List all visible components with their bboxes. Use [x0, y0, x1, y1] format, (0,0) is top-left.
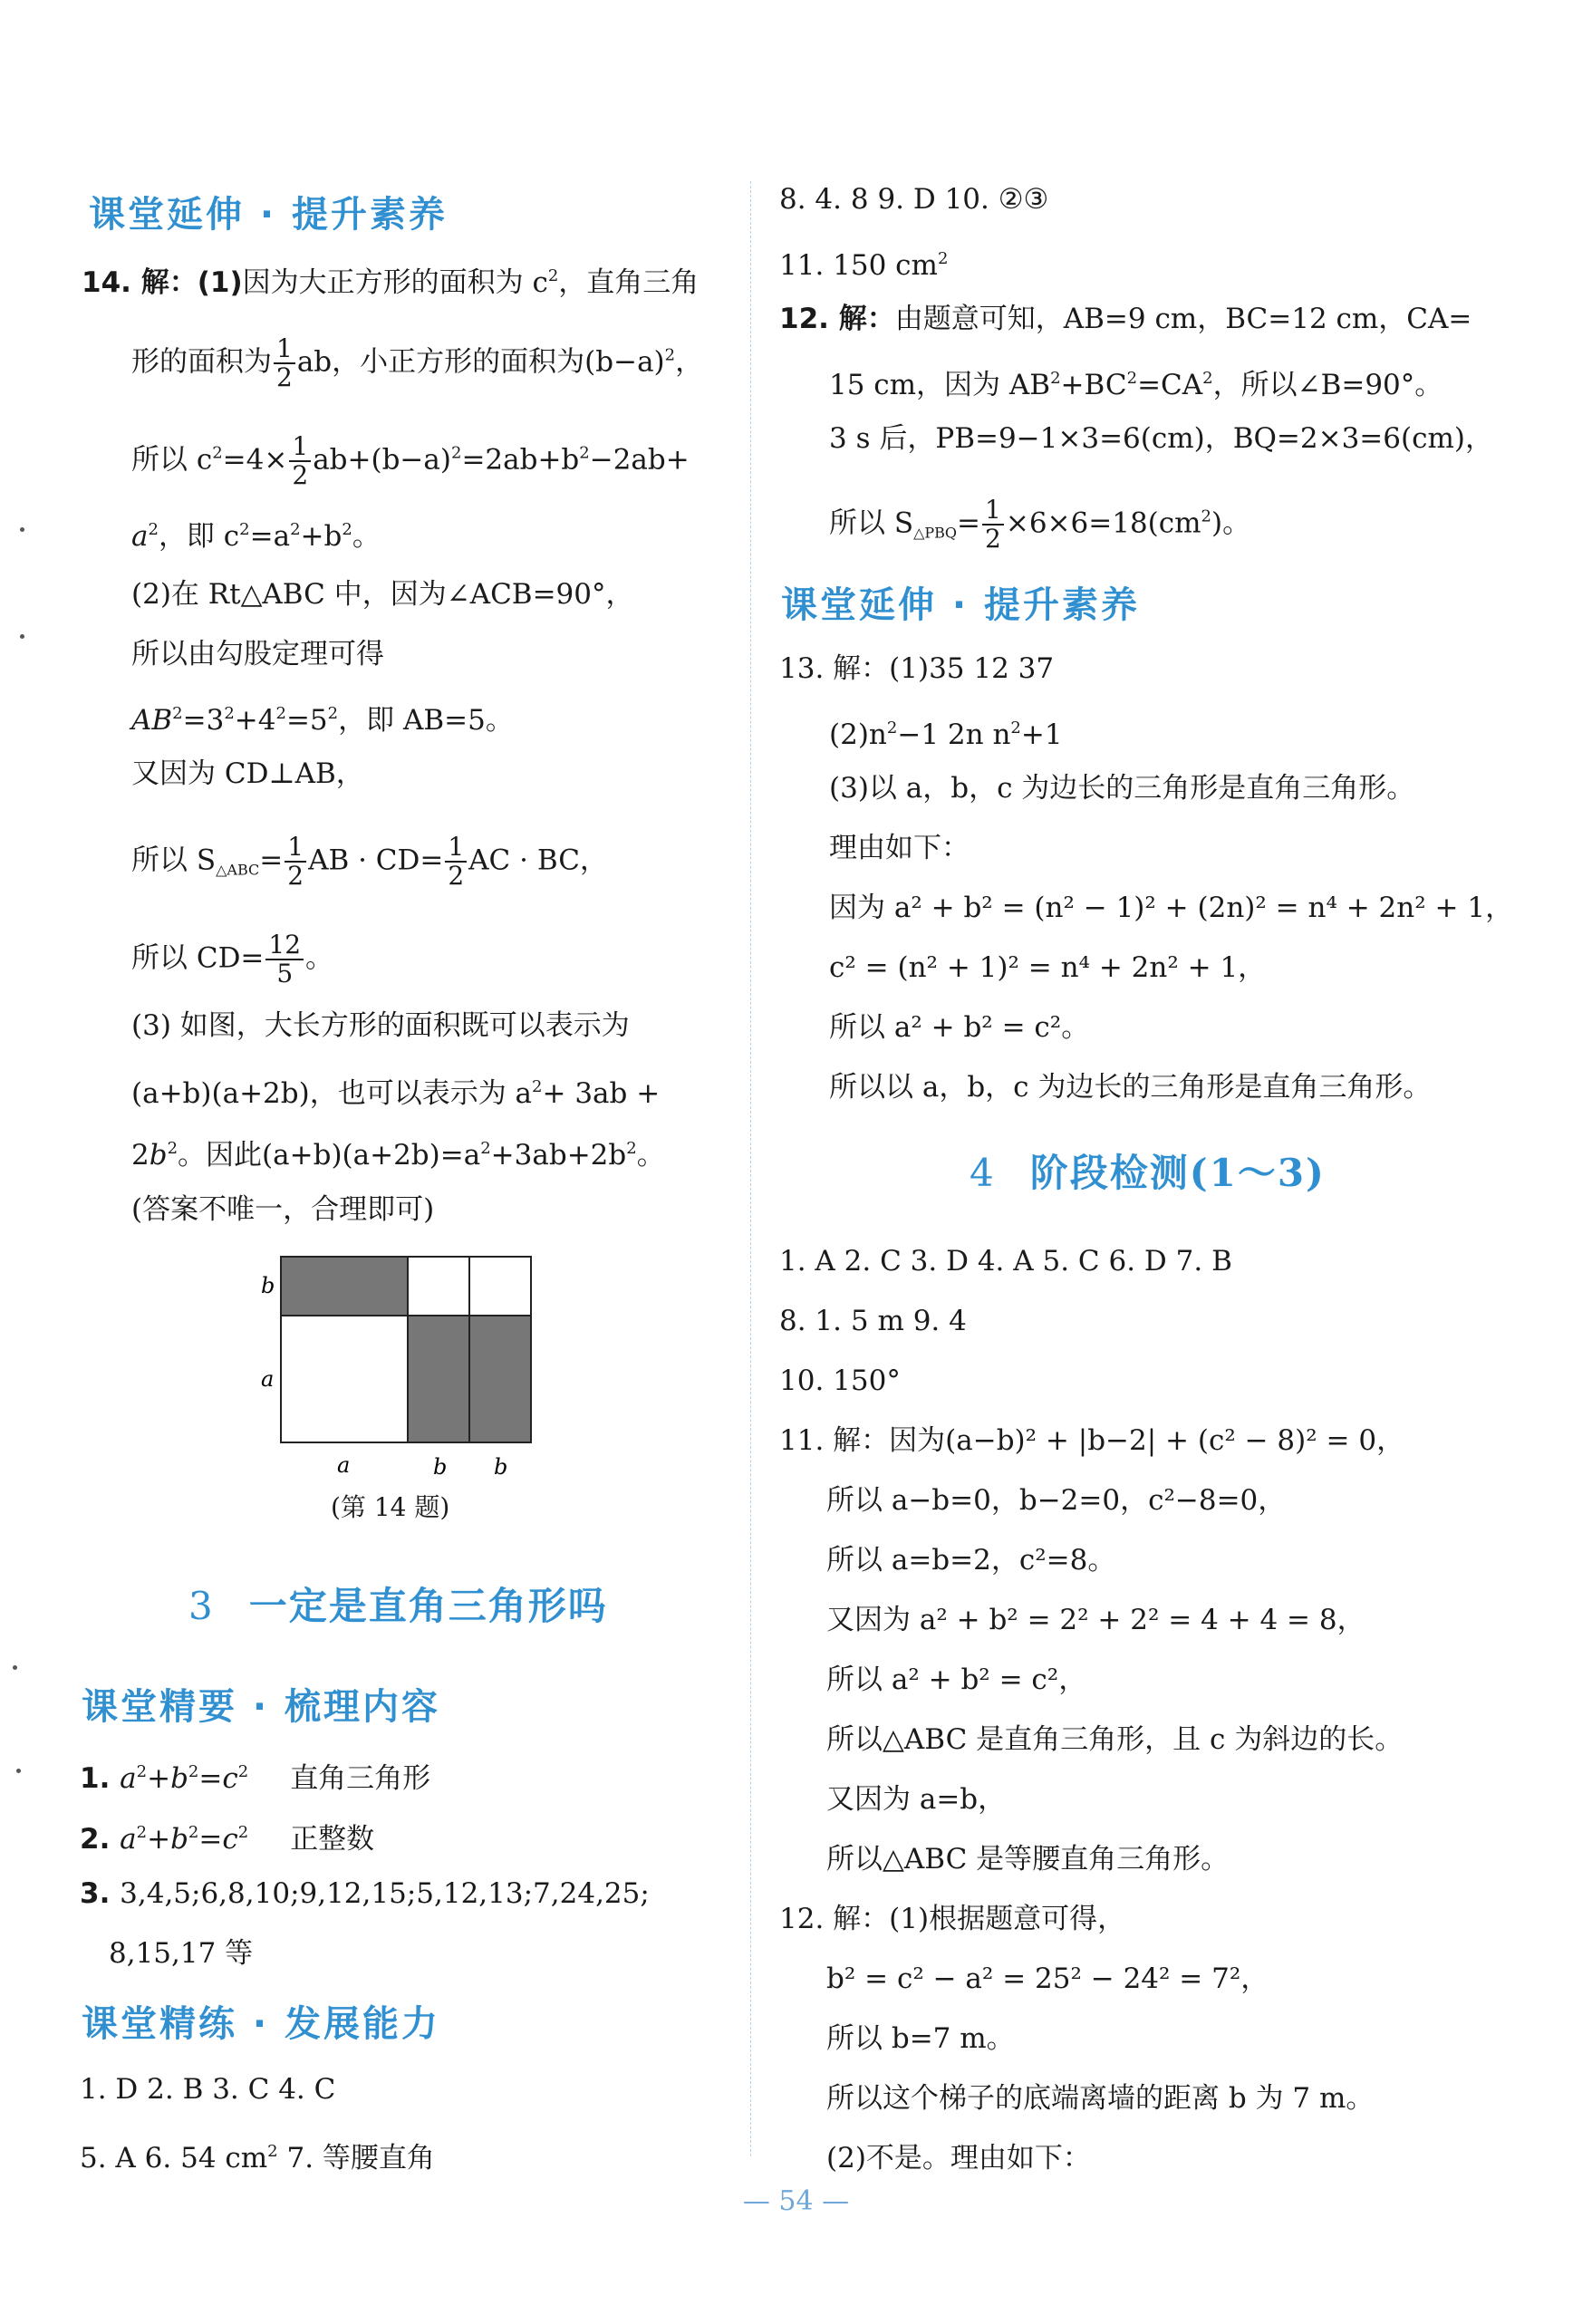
answer-text: 5. A 6. 54 cm: [80, 2142, 268, 2175]
q14-text: 因为大正方形的面积为 c: [242, 266, 548, 299]
q14-line2: 形的面积为 $\frac{1}{2}$ ab，小正方形的面积为$(b-a)^2$，: [131, 333, 704, 392]
s12-line3: 所以 b=7 m。: [826, 2022, 1015, 2055]
answer-text: 所以 S: [829, 506, 914, 540]
r13-line2: $(2)n^2-1$ 2n $n^2+1$: [829, 718, 1063, 751]
column-divider: [750, 181, 751, 2156]
q14-text: ，即 AB=5。: [338, 704, 514, 737]
q14-p2-line4: 又因为 CD⊥AB，: [131, 757, 364, 790]
fig-label-b: b: [494, 1454, 508, 1480]
margin-dot: [16, 1769, 21, 1773]
chapter-title: [188, 1577, 608, 1631]
answer-text: =CA: [1137, 369, 1203, 401]
answer-text: 直角三角形: [290, 1762, 431, 1795]
fraction-half: $\frac{1}{2}$: [982, 497, 1004, 553]
answer-text: +BC: [1060, 369, 1127, 401]
fraction-half: $\frac{1}{2}$: [445, 834, 467, 890]
answer-text: ，所以∠B=90°。: [1212, 369, 1443, 401]
fig-label-b: b: [433, 1454, 448, 1480]
fig-label-a: a: [261, 1366, 275, 1392]
q14-line3: 所以 $c^2=4\times$ $\frac{1}{2}$ $ab+(b-a)^2=2ab+b^2-2ab+$: [131, 431, 690, 490]
margin-dot: [20, 527, 24, 532]
q14-text: 。: [352, 520, 381, 553]
q14-p2-line1: (2)在 Rt△ABC 中，因为∠ACB=90°，: [131, 578, 634, 611]
q14-text: 所以 S: [131, 844, 217, 877]
q14-p2-line3: $AB^2=3^2+4^2=5^2$，即 AB=5。: [131, 704, 514, 737]
q14-text: −2ab+: [589, 443, 690, 477]
q14-line1: [82, 258, 699, 301]
q14-text: AB · CD=: [308, 844, 444, 877]
q14-text: =a: [249, 520, 291, 553]
q14-text: ，直角三角: [558, 266, 700, 299]
chapter-number: 4: [970, 1151, 996, 1195]
q14-text: 所以 CD=: [131, 941, 265, 975]
chapter-title: [970, 1143, 1326, 1198]
s12-line5: (2)不是。理由如下：: [826, 2142, 1091, 2175]
p-line1: 1. D 2. B 3. C 4. C: [80, 2073, 336, 2106]
page-number: — 54 —: [742, 2185, 850, 2217]
s11-line5: 所以 a² + b² = c²，: [826, 1663, 1087, 1696]
answer-text: 7. 等腰直角: [277, 2142, 435, 2175]
answer-text: 由题意可知，AB=9 cm，BC=12 cm，CA=: [894, 303, 1472, 335]
chapter-title-text: 阶段检测(1～3): [1029, 1151, 1326, 1195]
q14-p2-line2: 所以由勾股定理可得: [131, 638, 384, 670]
q14-text: 。因此(a+b)(a+2b)=a: [178, 1139, 481, 1172]
s12-line1: 12. 解：(1)根据题意可得，: [779, 1903, 1126, 1935]
s12-line2: b² = c² − a² = 25² − 24² = 7²，: [826, 1962, 1269, 1995]
s11-line3: 所以 a=b=2，c²=8。: [826, 1544, 1116, 1577]
chapter-title-text: 一定是直角三角形吗: [248, 1584, 608, 1628]
section-heading: 课堂精要 · 梳理内容: [82, 1686, 441, 1728]
s11-line4: 又因为 a² + b² = 2² + 2² = 4 + 4 = 8，: [826, 1604, 1365, 1636]
fraction-12-5: $\frac{12}{5}$: [265, 931, 304, 988]
margin-dot: [20, 634, 24, 639]
q14-text: + 3ab +: [542, 1077, 661, 1110]
exp: 2: [547, 266, 559, 285]
answer-text: 正整数: [290, 1823, 375, 1856]
q14-text: ab，小正方形的面积为(b−a): [296, 345, 665, 379]
answer-text: 3,4,5;6,8,10;9,12,15;5,12,13;7,24,25;: [120, 1877, 650, 1910]
fraction-half: $\frac{1}{2}$: [285, 834, 306, 890]
q14-p3-line1: (3) 如图，大长方形的面积既可以表示为: [131, 1009, 630, 1042]
s12-line4: 所以这个梯子的底端离墙的距离 b 为 7 m。: [826, 2082, 1375, 2115]
r13-line8: 所以以 a，b，c 为边长的三角形是直角三角形。: [829, 1071, 1432, 1104]
q14-text: 形的面积为: [131, 345, 272, 379]
q14-line4: $a^2$，即 $c^2=a^2+b^2$。: [131, 520, 381, 553]
answer-text: )。: [1211, 506, 1251, 540]
s11-line2: 所以 a−b=0，b−2=0，c²−8=0，: [826, 1484, 1287, 1517]
q14-text: ，即 c: [158, 520, 240, 553]
r13-line7: 所以 a² + b² = c²。: [829, 1011, 1090, 1044]
q14-p3-line3: $2b^2$。因此$(a+b)(a+2b)=a^2+3ab+2b^2$。: [131, 1139, 665, 1172]
s11-line6: 所以△ABC 是直角三角形，且 c 为斜边的长。: [826, 1723, 1404, 1756]
j2-line: 2. $a^2+b^2=c^2$ 正整数: [80, 1823, 375, 1856]
answer-text: (2)n: [829, 718, 887, 751]
section-heading: 课堂延伸 · 提升素养: [89, 194, 449, 236]
fraction-half: $\frac{1}{2}$: [274, 335, 295, 391]
r12-line2: 15 cm，因为 $AB^2+BC^2=CA^2$，所以∠B=90°。: [829, 369, 1443, 401]
rectangle-area-figure: [254, 1246, 553, 1481]
r13-line4: 理由如下：: [829, 832, 970, 864]
j3-line2: 8,15,17 等: [109, 1937, 254, 1970]
r-line2: 11. 150 $cm^2$: [779, 249, 949, 282]
margin-dot: [13, 1665, 17, 1670]
r13-line3: (3)以 a，b，c 为边长的三角形是直角三角形。: [829, 772, 1415, 805]
r12-line4: 所以 $S_{\triangle PBQ}=$ $\frac{1}{2}$ $\times 6\times 6=18(cm^2)$。: [829, 495, 1251, 554]
answer-text: ×6×6=18(cm: [1005, 506, 1201, 540]
exp: 2: [664, 345, 676, 365]
q14-text: =2ab+b: [461, 443, 580, 477]
q14-text: (a+b)(a+2b)，也可以表示为 a: [131, 1077, 533, 1110]
q14-text: +3ab+2b: [490, 1139, 627, 1172]
fraction-half: $\frac{1}{2}$: [289, 433, 311, 489]
q14-p2-line6: [131, 931, 333, 988]
answer-text: +1: [1020, 718, 1063, 751]
r-line1: 8. 4. 8 9. D 10. ②③: [779, 183, 1049, 216]
q14-number: 14.: [82, 266, 141, 299]
s11-line7: 又因为 a=b，: [826, 1783, 1007, 1816]
answer-text: 15 cm，因为 AB: [829, 369, 1051, 401]
q14-text: 。: [305, 941, 334, 975]
s-line2: 8. 1. 5 m 9. 4: [779, 1305, 967, 1337]
q14-p3-line2: (a+b)(a+2b)，也可以表示为 $a^2+ 3ab$ +: [131, 1077, 661, 1110]
subscript: △PBQ: [913, 524, 958, 542]
figure-caption: (第 14 题): [331, 1492, 450, 1522]
s11-line1: 11. 解：因为(a−b)² + |b−2| + (c² − 8)² = 0，: [779, 1424, 1405, 1457]
q14-text: ab+(b−a): [313, 443, 451, 477]
section-heading: 课堂精练 · 发展能力: [82, 2003, 441, 2045]
fig-label-a: a: [337, 1452, 351, 1478]
section-heading: 课堂延伸 · 提升素养: [781, 584, 1141, 626]
q14-text: =4×: [222, 443, 288, 477]
r12-line3: 3 s 后，PB=9−1×3=6(cm)，BQ=2×3=6(cm)，: [829, 422, 1493, 455]
q14-text: 所以 c: [131, 443, 213, 477]
q14-p3-line4: (答案不唯一，合理即可): [131, 1193, 435, 1226]
q14-text: AC · BC，: [468, 844, 608, 877]
subscript: △ABC: [216, 861, 260, 879]
s-line1: 1. A 2. C 3. D 4. A 5. C 6. D 7. B: [779, 1245, 1232, 1278]
j1-line: 1. $a^2+b^2=c^2$ 直角三角形: [80, 1762, 431, 1795]
r13-line5: 因为 a² + b² = (n² − 1)² + (2n)² = n⁴ + 2n² + 1，: [829, 892, 1514, 924]
answer-text: −1 2n n: [897, 718, 1011, 751]
r12-line1: [779, 301, 1471, 337]
q14-p2-line5: 所以 $S_{\triangle ABC}=$ $\frac{1}{2}$ AB · CD= $\frac{1}{2}$ AC · BC，: [131, 832, 608, 891]
r12-label: 12. 解：: [779, 303, 895, 335]
answer-text: 11. 150 cm: [779, 249, 938, 282]
j3-line: 3. 3,4,5;6,8,10;9,12,15;5,12,13;7,24,25;: [80, 1877, 650, 1910]
q14-label: 解：(1): [140, 266, 243, 299]
q14-text: +b: [300, 520, 343, 553]
r13-line6: c² = (n² + 1)² = n⁴ + 2n² + 1，: [829, 951, 1267, 984]
chapter-number: 3: [188, 1584, 215, 1628]
p-line2: 5. A 6. 54 $cm^2$ 7. 等腰直角: [80, 2142, 435, 2175]
q14-text: 。: [636, 1139, 665, 1172]
s-line3: 10. 150°: [779, 1365, 901, 1397]
s11-line8: 所以△ABC 是等腰直角三角形。: [826, 1843, 1230, 1876]
r13-line1: 13. 解：(1)35 12 37: [779, 652, 1055, 685]
fig-label-b: b: [261, 1273, 275, 1298]
